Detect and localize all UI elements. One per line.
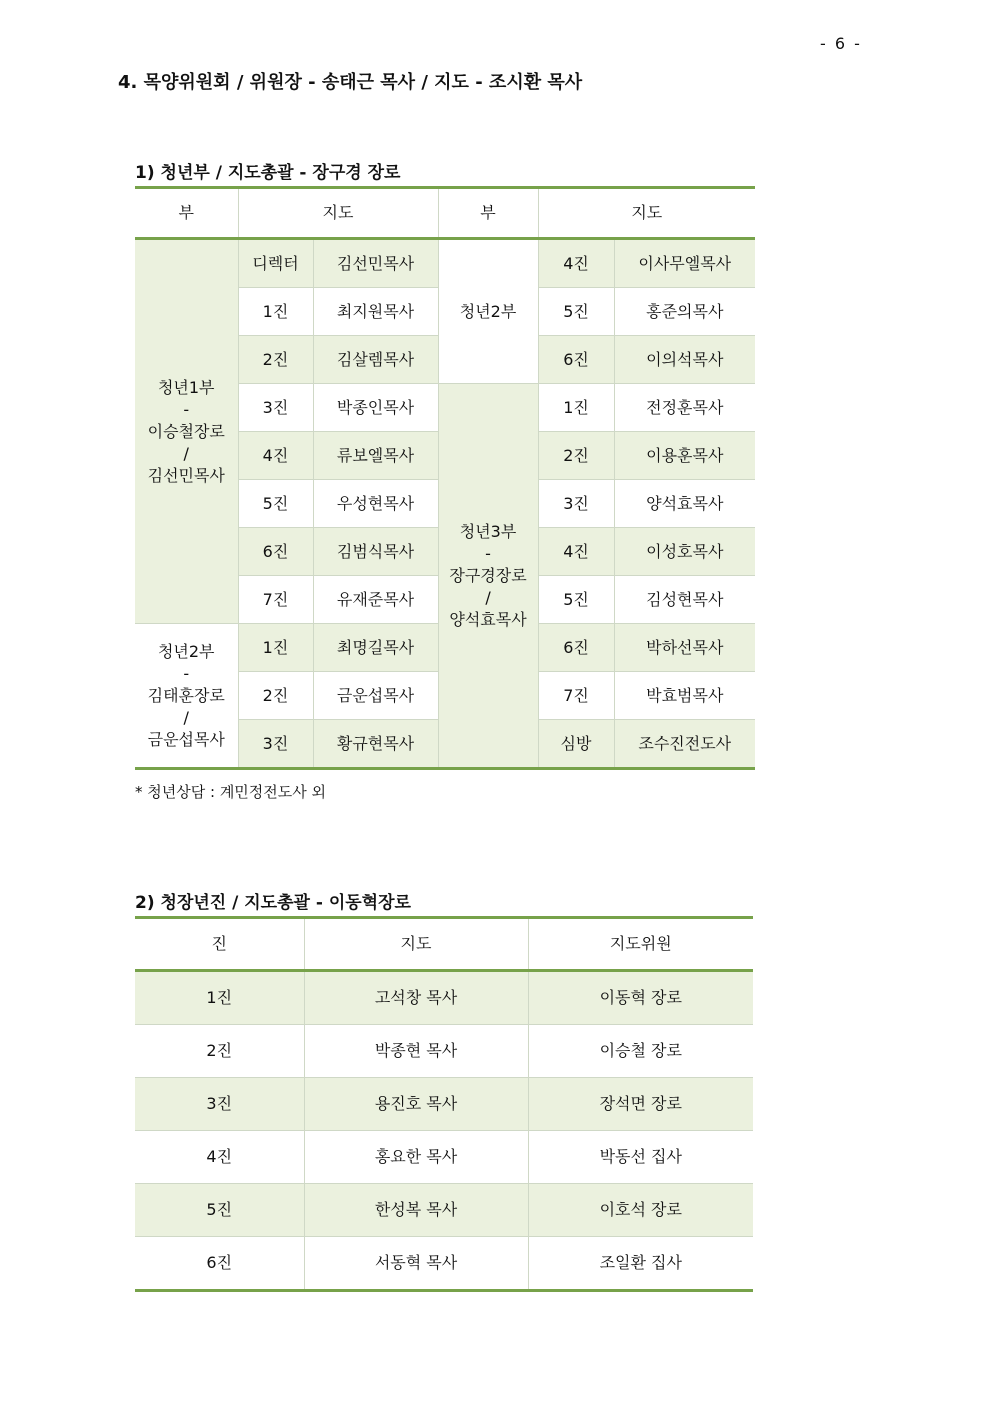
column-header: 지도 — [304, 918, 528, 971]
table-cell: 이승철 장로 — [528, 1025, 753, 1078]
column-header: 지도 — [238, 188, 438, 239]
table-cell: 김살렘목사 — [313, 336, 438, 384]
table-cell: 이의석목사 — [614, 336, 755, 384]
table-row — [135, 1184, 753, 1237]
column-header: 지도위원 — [528, 918, 753, 971]
group-label-line: 장구경장로 — [449, 565, 527, 585]
table-cell: 홍준의목사 — [614, 288, 755, 336]
table-row — [135, 1237, 753, 1291]
table-row — [135, 971, 753, 1025]
group-label-line: - — [485, 543, 491, 563]
group-label-line: 청년2부 — [157, 641, 215, 661]
table-cell: 황규현목사 — [313, 720, 438, 769]
group-cell — [135, 239, 238, 624]
group-label-line: 김태훈장로 — [147, 685, 225, 705]
group-label-line: 김선민목사 — [147, 465, 225, 485]
table-row — [135, 1078, 753, 1131]
table-cell: 김선민목사 — [313, 239, 438, 288]
table-cell: 김성현목사 — [614, 576, 755, 624]
table-cell: 서동혁 목사 — [304, 1237, 528, 1291]
table-cell: 이동혁 장로 — [528, 971, 753, 1025]
table-cell: 3진 — [238, 720, 313, 769]
group-label-line: - — [183, 663, 190, 683]
group-label-line: 금운섭목사 — [147, 729, 225, 749]
group-cell — [438, 384, 538, 769]
table-cell: 4진 — [538, 528, 614, 576]
youth-table — [135, 186, 755, 770]
table-cell: 용진호 목사 — [304, 1078, 528, 1131]
table-row — [135, 1131, 753, 1184]
table-header-row — [135, 188, 755, 239]
table-cell: 박종현 목사 — [304, 1025, 528, 1078]
table-cell: 4진 — [238, 432, 313, 480]
table-cell: 박효범목사 — [614, 672, 755, 720]
table-cell: 5진 — [238, 480, 313, 528]
table-cell: 3진 — [538, 480, 614, 528]
column-header: 부 — [438, 188, 538, 239]
youth-heading: 1) 청년부 / 지도총괄 - 장구경 장로 — [135, 163, 401, 183]
table-row — [135, 239, 755, 288]
table-cell: 2진 — [238, 336, 313, 384]
column-header: 부 — [135, 188, 238, 239]
table-cell: 4진 — [135, 1131, 304, 1184]
table-cell: 6진 — [238, 528, 313, 576]
group-cell: 청년2부 — [438, 239, 538, 384]
table-cell: 6진 — [538, 336, 614, 384]
table-cell: 5진 — [135, 1184, 304, 1237]
table-cell: 김범식목사 — [313, 528, 438, 576]
table-cell: 이성호목사 — [614, 528, 755, 576]
young-adult-table — [135, 916, 753, 1292]
group-label-line: 이승철장로 — [147, 421, 225, 441]
table-cell: 박동선 집사 — [528, 1131, 753, 1184]
table-cell: 6진 — [538, 624, 614, 672]
table-cell: 조수진전도사 — [614, 720, 755, 769]
column-header: 진 — [135, 918, 304, 971]
table-cell: 최명길목사 — [313, 624, 438, 672]
table-cell: 이사무엘목사 — [614, 239, 755, 288]
table-row — [135, 1025, 753, 1078]
group-label-line: / — [183, 707, 189, 727]
table-cell: 조일환 집사 — [528, 1237, 753, 1291]
table-cell: 류보엘목사 — [313, 432, 438, 480]
group-label-line: 청년3부 — [459, 521, 517, 541]
table-cell: 2진 — [135, 1025, 304, 1078]
table-header-row — [135, 918, 753, 971]
group-label-line: / — [183, 443, 189, 463]
young-adult-heading: 2) 청장년진 / 지도총괄 - 이동혁장로 — [135, 893, 411, 913]
table-cell: 4진 — [538, 239, 614, 288]
column-header: 지도 — [538, 188, 755, 239]
group-cell — [135, 624, 238, 769]
section-title: 4. 목양위원회 / 위원장 - 송태근 목사 / 지도 - 조시환 목사 — [118, 72, 583, 93]
table-cell: 1진 — [135, 971, 304, 1025]
table-cell: 5진 — [538, 576, 614, 624]
group-label-line: 청년1부 — [157, 377, 215, 397]
table-cell: 심방 — [538, 720, 614, 769]
table-cell: 1진 — [238, 288, 313, 336]
table-cell: 6진 — [135, 1237, 304, 1291]
table-cell: 박하선목사 — [614, 624, 755, 672]
table-cell: 이용훈목사 — [614, 432, 755, 480]
table-cell: 3진 — [135, 1078, 304, 1131]
youth-note: * 청년상담 : 계민정전도사 외 — [135, 783, 327, 801]
group-label-line: / — [485, 587, 491, 607]
table-cell: 고석창 목사 — [304, 971, 528, 1025]
table-cell: 장석면 장로 — [528, 1078, 753, 1131]
table-cell: 박종인목사 — [313, 384, 438, 432]
table-cell: 금운섭목사 — [313, 672, 438, 720]
group-label-line: - — [183, 399, 190, 419]
table-cell: 홍요한 목사 — [304, 1131, 528, 1184]
table-cell: 이호석 장로 — [528, 1184, 753, 1237]
table-cell: 1진 — [238, 624, 313, 672]
table-cell: 3진 — [238, 384, 313, 432]
group-label-line: 양석효목사 — [449, 609, 527, 629]
table-cell: 양석효목사 — [614, 480, 755, 528]
table-cell: 한성복 목사 — [304, 1184, 528, 1237]
table-cell: 1진 — [538, 384, 614, 432]
table-cell: 7진 — [538, 672, 614, 720]
table-cell: 디렉터 — [238, 239, 313, 288]
table-cell: 2진 — [238, 672, 313, 720]
table-cell: 7진 — [238, 576, 313, 624]
table-cell: 유재준목사 — [313, 576, 438, 624]
table-cell: 5진 — [538, 288, 614, 336]
table-cell: 최지원목사 — [313, 288, 438, 336]
table-cell: 전정훈목사 — [614, 384, 755, 432]
table-cell: 2진 — [538, 432, 614, 480]
page-number: - 6 - — [820, 34, 862, 53]
table-cell: 우성현목사 — [313, 480, 438, 528]
